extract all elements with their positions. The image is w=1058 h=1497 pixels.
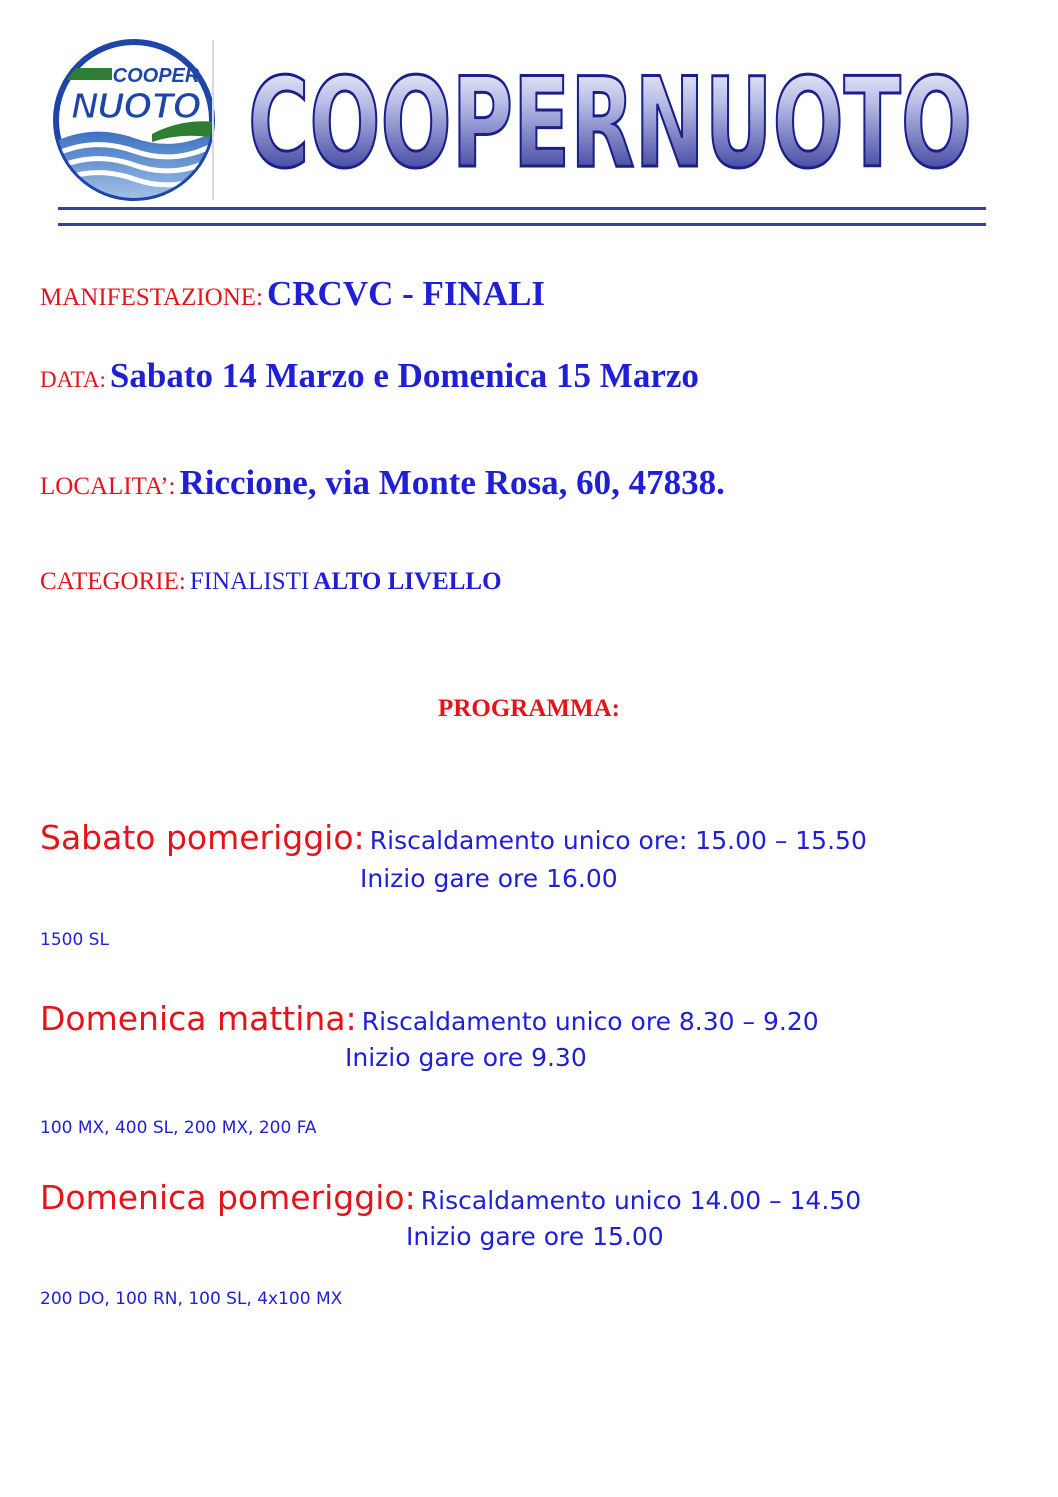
data-value: Sabato 14 Marzo e Domenica 15 Marzo xyxy=(109,356,699,395)
session-events: 100 MX, 400 SL, 200 MX, 200 FA xyxy=(40,1118,317,1138)
header-rule-bottom xyxy=(58,223,986,226)
session-events: 1500 SL xyxy=(40,930,109,950)
session-label: Domenica pomeriggio: xyxy=(40,1178,416,1217)
programma-heading: PROGRAMMA: xyxy=(438,695,620,722)
coopernuoto-logo xyxy=(52,38,217,203)
session-label: Domenica mattina: xyxy=(40,999,357,1038)
session-label: Sabato pomeriggio: xyxy=(40,818,365,857)
manifestazione-label: MANIFESTAZIONE: xyxy=(40,284,263,311)
data-line xyxy=(40,356,699,396)
localita-line xyxy=(40,463,725,503)
logo-text-bottom: NUOTO xyxy=(71,85,201,126)
session-warmup: Riscaldamento unico 14.00 – 14.50 xyxy=(420,1186,862,1215)
session-domenica-pomeriggio xyxy=(40,1178,861,1217)
categorie-line xyxy=(40,568,502,596)
session-start: Inizio gare ore 16.00 xyxy=(360,864,618,893)
page-title xyxy=(240,60,980,180)
logo-divider xyxy=(212,40,214,200)
categorie-label: CATEGORIE: xyxy=(40,568,186,595)
categorie-value-bold: ALTO LIVELLO xyxy=(313,568,502,595)
logo-text-top: COOPER xyxy=(112,65,200,87)
localita-label: LOCALITA’: xyxy=(40,473,176,500)
session-domenica-mattina xyxy=(40,999,819,1038)
page-title-text: COOPERNUOTO xyxy=(248,60,972,180)
session-warmup: Riscaldamento unico ore 8.30 – 9.20 xyxy=(361,1007,819,1036)
session-events: 200 DO, 100 RN, 100 SL, 4x100 MX xyxy=(40,1289,343,1309)
manifestazione-value: CRCVC - FINALI xyxy=(267,274,546,313)
session-start: Inizio gare ore 9.30 xyxy=(345,1043,587,1072)
data-label: DATA: xyxy=(40,367,106,392)
localita-value: Riccione, via Monte Rosa, 60, 47838. xyxy=(179,463,725,502)
categorie-value: FINALISTI xyxy=(189,568,310,595)
header-rule-top xyxy=(58,207,986,210)
session-warmup: Riscaldamento unico ore: 15.00 – 15.50 xyxy=(369,826,867,855)
manifestazione-line xyxy=(40,274,545,314)
session-sabato-pomeriggio xyxy=(40,818,867,857)
session-start: Inizio gare ore 15.00 xyxy=(406,1222,664,1251)
